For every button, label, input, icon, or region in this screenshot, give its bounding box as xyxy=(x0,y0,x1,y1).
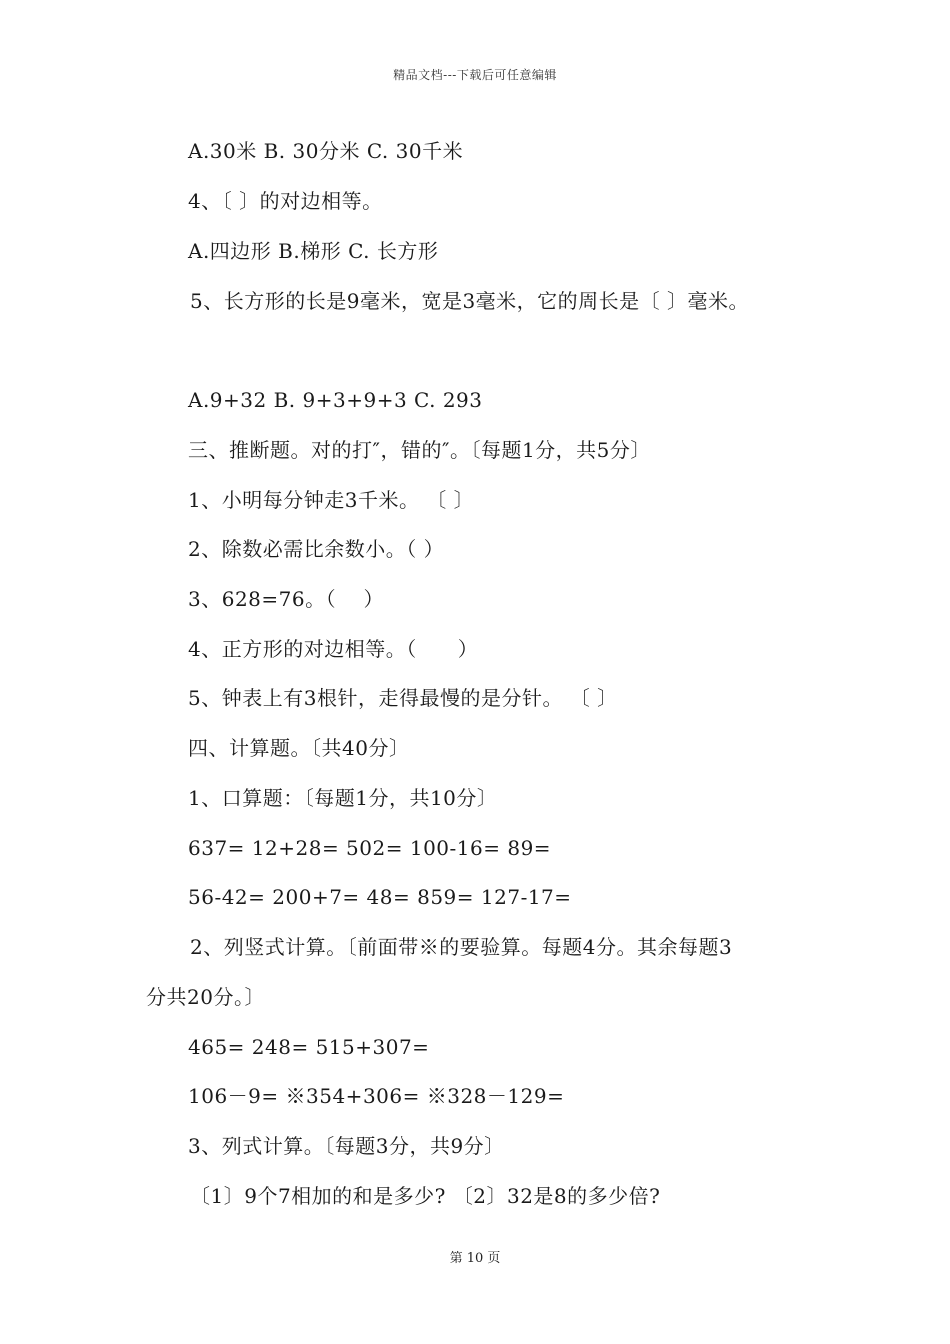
vertical-calc-row-1: 465= 248= 515+307= xyxy=(188,1035,430,1059)
mental-math-row-2: 56-42= 200+7= 48= 859= 127-17= xyxy=(188,885,572,909)
section-4-title: 四、计算题。〔共40分〕 xyxy=(188,736,410,760)
page-number: 第 10 页 xyxy=(449,1251,501,1266)
vertical-calc-row-2: 106－9= ※354+306= ※328－129= xyxy=(188,1084,565,1108)
judge-item-3: 3、628=76。（ ） xyxy=(188,587,384,611)
mental-math-title: 1、口算题：〔每题1分，共10分〕 xyxy=(188,786,498,810)
vertical-calc-title-cont: 分共20分。〕 xyxy=(146,985,265,1009)
question-4-options: A.四边形 B.梯形 C. 长方形 xyxy=(188,239,439,263)
judge-item-5: 5、钟表上有3根针，走得最慢的是分针。 〔 〕 xyxy=(188,686,618,710)
question-4: 4、〔 〕的对边相等。 xyxy=(188,189,383,213)
mental-math-row-1: 637= 12+28= 502= 100-16= 89= xyxy=(188,836,552,860)
vertical-calc-title: 2、列竖式计算。〔前面带※的要验算。每题4分。其余每题3 xyxy=(190,935,733,959)
judge-item-4: 4、正方形的对边相等。（ ） xyxy=(188,637,479,661)
question-5: 5、长方形的长是9毫米，宽是3毫米，它的周长是〔 〕毫米。 xyxy=(190,289,750,313)
expression-calc-title: 3、列式计算。〔每题3分，共9分〕 xyxy=(188,1134,505,1158)
judge-item-1: 1、小明每分钟走3千米。 〔 〕 xyxy=(188,488,475,512)
question-5-options: A.9+32 B. 9+3+9+3 C. 293 xyxy=(188,388,483,412)
judge-item-2: 2、除数必需比余数小。（ ） xyxy=(188,537,445,561)
page-header: 精品文档---下载后可任意编辑 xyxy=(393,68,557,82)
question-3-options: A.30米 B. 30分米 C. 30千米 xyxy=(188,139,464,163)
section-3-title: 三、推断题。对的打″，错的″。〔每题1分，共5分〕 xyxy=(188,438,651,462)
expression-calc-items: 〔1〕9个7相加的和是多少? 〔2〕32是8的多少倍? xyxy=(190,1184,661,1208)
